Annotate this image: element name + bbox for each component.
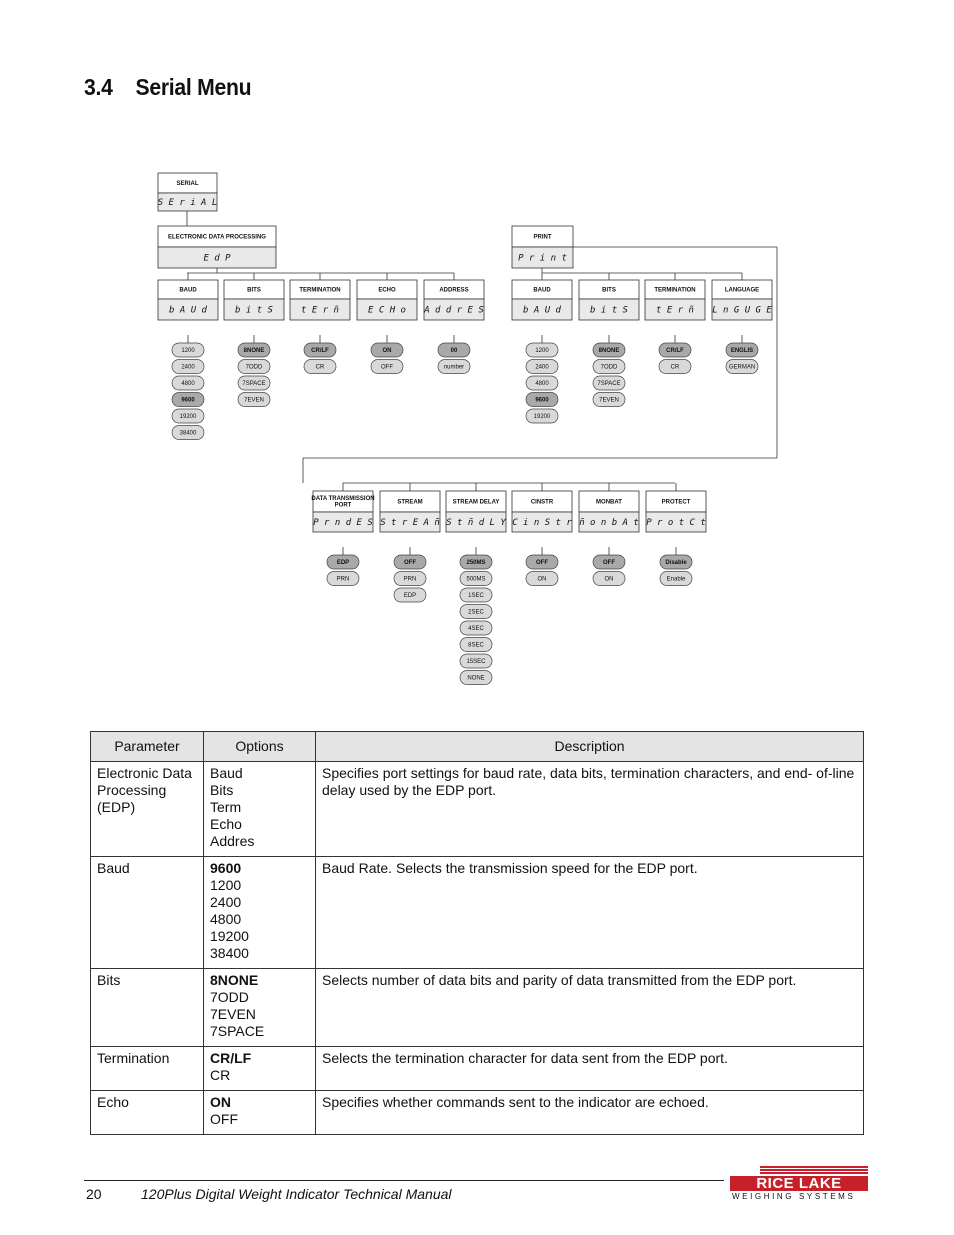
menu-node-label: BITS [247, 287, 261, 294]
option-text: Baud [210, 765, 243, 781]
menu-node-lcd: t E r ñ [656, 305, 694, 316]
option-label: 1200 [181, 348, 195, 355]
menu-node-lcd: A d d r E S [424, 305, 484, 316]
logo-stripes [760, 1166, 868, 1175]
option-label: 2400 [535, 364, 549, 371]
table-row [91, 762, 864, 857]
option-label: OFF [603, 560, 615, 567]
menu-node-label: ECHO [378, 287, 396, 294]
parameter-text: Termination [97, 1050, 170, 1066]
default-option: CR/LF [210, 1050, 252, 1066]
option-label: 38400 [179, 430, 197, 437]
header-description: Description [316, 732, 864, 762]
parameter-text: (EDP) [97, 799, 136, 815]
option-label: 7ODD [245, 364, 263, 371]
description-cell: Selects number of data bits and parity of data transmitted from the EDP port. [316, 969, 864, 1047]
menu-node-lcd: ñ o n b A t [579, 518, 639, 528]
option-label: OFF [381, 364, 393, 371]
option-label: 19200 [533, 414, 551, 421]
option-text: Bits [210, 782, 234, 798]
option-label: 4SEC [468, 626, 484, 633]
option-text: Term [210, 799, 242, 815]
option-text: 1200 [210, 877, 242, 893]
option-label: 7EVEN [599, 397, 619, 404]
menu-node-label: TERMINATION [654, 287, 696, 294]
option-label: PRN [403, 576, 417, 583]
section-name: Serial Menu [135, 74, 252, 100]
option-label: 8NONE [243, 348, 265, 355]
menu-node-lcd: E d P [203, 253, 231, 264]
option-label: ON [604, 576, 614, 583]
option-label: CR/LF [311, 348, 329, 355]
menu-node-lcd: b A U d [523, 305, 561, 316]
description-cell: Specifies whether commands sent to the indicator are echoed. [316, 1091, 864, 1135]
option-text: OFF [210, 1111, 238, 1127]
option-label: CR/LF [666, 348, 684, 355]
menu-node-label: STREAM DELAY [452, 499, 500, 506]
options-cell [204, 762, 316, 857]
menu-node-label: BAUD [179, 287, 197, 294]
options-cell [204, 857, 316, 969]
option-label: 9600 [181, 397, 195, 404]
menu-node-label: SERIAL [176, 181, 199, 188]
option-label: CR [315, 364, 325, 371]
menu-node-lcd: C i n S t r [512, 518, 572, 528]
option-label: 2400 [181, 364, 195, 371]
option-label: number [443, 364, 465, 371]
option-label: EDP [336, 560, 350, 567]
option-label: ENGLIS [730, 348, 754, 355]
option-text: Addres [210, 833, 255, 849]
default-option: ON [210, 1094, 231, 1110]
option-label: 250MS [466, 560, 486, 567]
option-label: OFF [536, 560, 548, 567]
option-label: 8NONE [598, 348, 620, 355]
menu-node-lcd: P r i n t [518, 253, 567, 264]
option-label: 9600 [535, 397, 549, 404]
option-label: NONE [467, 675, 485, 682]
parameter-table [90, 731, 864, 1135]
menu-node-lcd: P r o t C t [646, 518, 706, 528]
option-label: PRN [336, 576, 350, 583]
menu-node-label: ADDRESS [439, 287, 469, 294]
rice-lake-logo [730, 1166, 868, 1200]
menu-node-label: LANGUAGE [724, 287, 760, 294]
option-label: OFF [404, 560, 416, 567]
option-text: 2400 [210, 894, 242, 910]
menu-node-label: ELECTRONIC DATA PROCESSING [168, 234, 266, 241]
option-label: ON [537, 576, 547, 583]
table-row [91, 857, 864, 969]
menu-node-lcd: L n G U G E [712, 305, 772, 316]
menu-node-label: PORT [334, 502, 352, 509]
page-number: 20 [86, 1186, 102, 1202]
menu-node-lcd: E C H o [368, 305, 406, 316]
menu-node-lcd: P r n d E S [313, 518, 373, 528]
menu-node-lcd: S t ñ d L Y [446, 518, 506, 528]
option-text: 19200 [210, 928, 249, 944]
option-label: 7SPACE [597, 381, 621, 388]
menu-node-lcd: b i t S [235, 305, 273, 316]
option-label: 7ODD [600, 364, 618, 371]
menu-node-lcd: b A U d [169, 305, 207, 316]
menu-node-lcd: b i t S [590, 305, 628, 316]
footer-rule [84, 1180, 724, 1181]
menu-node-label: TERMINATION [299, 287, 341, 294]
option-text: CR [210, 1067, 231, 1083]
option-text: 7ODD [210, 989, 249, 1005]
option-label: 1200 [535, 348, 549, 355]
header-options: Options [204, 732, 316, 762]
option-label: CR [670, 364, 680, 371]
option-label: 19200 [179, 414, 197, 421]
parameter-cell [91, 1047, 204, 1091]
option-label: 1SEC [468, 593, 484, 600]
option-label: GERMAN [728, 364, 756, 371]
menu-node-lcd: t E r ñ [301, 305, 339, 316]
menu-node-lcd: S E r i A L [157, 198, 218, 208]
menu-node-label: BITS [602, 287, 616, 294]
option-text: 38400 [210, 945, 249, 961]
menu-node-label: PRINT [533, 234, 552, 241]
option-label: 500MS [466, 576, 486, 583]
option-text: 7SPACE [210, 1023, 265, 1039]
parameter-text: Electronic Data [97, 765, 192, 781]
table-row [91, 1047, 864, 1091]
menu-node-label: STREAM [397, 499, 423, 506]
options-cell [204, 1047, 316, 1091]
parameter-text: Processing [97, 782, 167, 798]
logo-wordmark: RICE LAKE [730, 1176, 868, 1191]
option-label: 4800 [535, 381, 549, 388]
parameter-text: Baud [97, 860, 130, 876]
option-label: ON [382, 348, 392, 355]
default-option: 8NONE [210, 972, 259, 988]
menu-node-label: CINSTR [530, 499, 554, 506]
option-label: 15SEC [466, 659, 486, 666]
header-parameter: Parameter [91, 732, 204, 762]
option-label: 00 [450, 348, 458, 355]
parameter-cell [91, 1091, 204, 1135]
menu-node-label: BAUD [533, 287, 551, 294]
option-text: 7EVEN [210, 1006, 256, 1022]
options-cell [204, 1091, 316, 1135]
table-row [91, 1091, 864, 1135]
description-cell: Baud Rate. Selects the transmission speed for the EDP port. [316, 857, 864, 969]
option-label: 7EVEN [244, 397, 264, 404]
option-text: 4800 [210, 911, 242, 927]
parameter-cell [91, 762, 204, 857]
option-text: Echo [210, 816, 242, 832]
parameter-text: Echo [97, 1094, 129, 1110]
default-option: 9600 [210, 860, 242, 876]
option-label: EDP [403, 593, 417, 600]
option-label: 4800 [181, 381, 195, 388]
option-label: 8SEC [468, 642, 484, 649]
menu-node-label: DATA TRANSMISSION [311, 496, 375, 502]
menu-node-label: PROTECT [661, 499, 691, 506]
option-label: 7SPACE [242, 381, 266, 388]
option-label: Disable [665, 560, 687, 567]
menu-node-lcd: S t r E A ñ [380, 518, 440, 528]
parameter-text: Bits [97, 972, 121, 988]
parameter-cell [91, 857, 204, 969]
parameter-cell [91, 969, 204, 1047]
option-label: 2SEC [468, 609, 484, 616]
description-cell: Specifies port settings for baud rate, data bits, termination characters, and end- of-line delay used by the EDP port. [316, 762, 864, 857]
table-header-row [91, 732, 864, 762]
logo-subtitle: WEIGHING SYSTEMS [732, 1192, 856, 1201]
manual-title: 120Plus Digital Weight Indicator Technical Manual [141, 1186, 452, 1202]
options-cell [204, 969, 316, 1047]
section-number: 3.4 [84, 74, 113, 100]
option-label: Enable [666, 576, 686, 583]
menu-node-label: MONBAT [596, 499, 622, 506]
description-cell: Selects the termination character for data sent from the EDP port. [316, 1047, 864, 1091]
table-row [91, 969, 864, 1047]
